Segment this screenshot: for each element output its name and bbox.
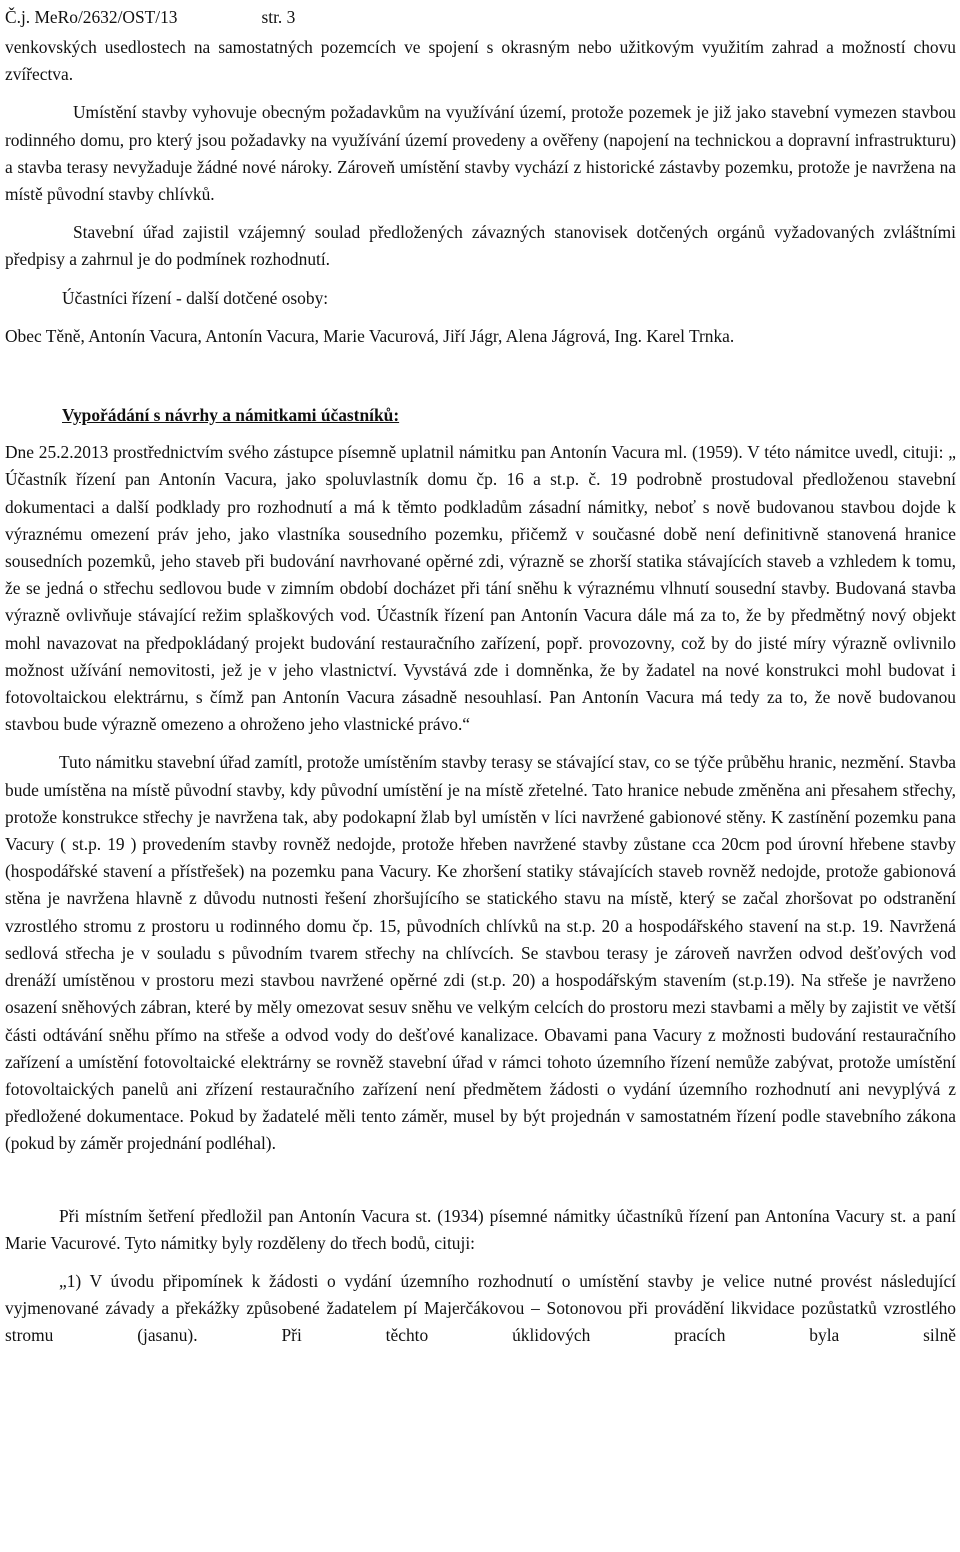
paragraph-objection-point-1: „1) V úvodu připomínek k žádosti o vydání územního rozhodnutí o umístění stavby je velice nutné provést následující vyjmenované závady a překážky způsobené žadatelem pí Majerčákovou – Sotonovou při provádění likvidace pozůstatků vzrostlého stromu (jasanu). Při těchto úklidových pracích byla silně [5,1270,956,1346]
paragraph-zoning-continuation: venkovských usedlostech na samostatných pozemcích ve spojení s okrasným nebo užitkovým využitím zahrad a možností chovu zvířectva. [5,37,956,85]
page-header [5,4,956,31]
paragraph-participants-list: Obec Těně, Antonín Vacura, Antonín Vacura, Marie Vacurová, Jiří Jágr, Alena Jágrová, Ing. Karel Trnka. [5,325,735,346]
paragraph-participants-label: Účastníci řízení - další dotčené osoby: [62,287,329,308]
paragraph-objection-rejection: Tuto námitku stavební úřad zamítl, protože umístěním stavby terasy se stávající stav, co se týče průběhu hranic, nezmění. Stavba bude umístěna na místě původní stavby, kdy původní umístění je na místě zřetelné. Tato hranice nebude změněna ani přesahem střechy, protože konstrukce střechy je navržena tak, aby podokapní žlab byl umístěn v líci navržené gabionové stěny. K zastínění pozemku pana Vacury ( st.p. 19 ) provedením stavby rovněž nedojde, protože hřeben navržené stavby zůstane cca 20cm pod úrovní hřebene stavby (hospodářské stavení a přístřešek) na pozemku pana Vacury. Ke zhoršení statiky stávajících staveb rovněž nedojde, protože gabionová stěna je navržena hlavně z důvodu nutnosti řešení zhoršujícího se statického stavu na místě, který se začal zhoršovat po odstranění vzrostlého stromu z prostoru u rodinného domu čp. 15, původních chlívků na st.p. 20 a hospodářského stavení na st.p. 19. Navržená sedlová střecha je v souladu s původním tvarem střechy na chlívcích. Se stavbou terasy je zároveň navržen odvod dešťových vod drenáží umístěnou v prostoru mezi stavbou navržené opěrné zdi (st.p. 20) a hospodářským stavením (st.p.19). Na střeše je navrženo osazení sněhových zábran, které by měly omezovat sesuv sněhu ve velkým celcích do prostoru mezi stavbami a měly by zajistit ve větší části odtávání sněhu přímo na střeše a odvod vody do dešťové kanalizace. Obavami pana Vacury z možnosti budování restauračního zařízení a umístění fotovoltaické elektrárny se rovněž stavební úřad v rámci tohoto územního řízení nemůže zabývat, protože umístění fotovoltaických panelů ani zřízení restauračního zařízení není předmětem žádosti o vydání územního rozhodnutí ani nevyplývá z předložené dokumentace. Pokud by žadatelé měli tento záměr, musel by být projednán v samostatném řízení podle stavebního zákona (pokud by záměr projednání podléhal). [5,752,956,1154]
paragraph-binding-opinions: Stavební úřad zajistil vzájemný soulad předložených závazných stanovisek dotčených orgánů vyžadovaných zvláštními předpisy a zahrnul je do podmínek rozhodnutí. [5,222,956,270]
paragraph-site-inspection: Při místním šetření předložil pan Antonín Vacura st. (1934) písemné námitky účastníků řízení pan Antonína Vacury st. a paní Marie Vacurové. Tyto námitky byly rozděleny do třech bodů, cituji: [5,1205,956,1253]
reference-number: Č.j. MeRo/2632/OST/13 [5,7,178,27]
paragraph-placement-compliance: Umístění stavby vyhovuje obecným požadavkům na využívání území, protože pozemek je již jako stavební vymezen stavbou rodinného domu, pro který jsou požadavky na využívání území provedeny a ověřeny (napojení na technickou a dopravní infrastrukturu) a stavba terasy nevyžaduje žádné nové nároky. Zároveň umístění stavby vychází z historické zástavby pozemku, protože je navržena na místě původní stavby chlívků. [5,102,956,205]
paragraph-objection-junior: Dne 25.2.2013 prostřednictvím svého zástupce písemně uplatnil námitku pan Antonín Vacura ml. (1959). V této námitce uvedl, cituji: „ Účastník řízení pan Antonín Vacura, jako spoluvlastník domu čp. 16 a st.p. č. 19 podrobně prostudoval předloženou stavební dokumentaci a další podklady pro rozhodnutí a má k těmto podkladům zásadní námitky, neboť s nově budovanou stavbou dojde k výraznému omezení práv jeho, jako vlastníka sousedního pozemku, přičemž v současné době není definitivně stanovená hranice sousedních pozemků, jeho staveb při budování navrhované opěrné zdi, výrazně se zhorší statika stávajících staveb a vzhledem k tomu, že se jedná o střechu sedlovou bude v zimním období docházet při tání sněhu k výraznému vlhnutí sousední stavby. Budovaná stavba výrazně ovlivňuje stávající režim splaškových vod. Účastník řízení pan Antonín Vacura dále má za to, že by předmětný nový objekt mohl navazovat na předpokládaný projekt budování restauračního zařízení, popř. provozovny, což by do jisté míry výrazně ovlivnilo možnost užívání nemovitosti, jež je v jeho vlastnictví. Vyvstává zde i domněnka, že by žadatel na nové konstrukci mohl budovat i fotovoltaickou elektrárnu, s čímž pan Antonín Vacura zásadně nesouhlasí. Pan Antonín Vacura má tedy za to, že nově budovanou stavbou bude výrazně omezeno a ohroženo jeho vlastnické právo.“ [5,442,956,735]
section-heading-objections: Vypořádání s návrhy a námitkami účastníků: [62,405,400,426]
page-number: str. 3 [261,7,296,27]
